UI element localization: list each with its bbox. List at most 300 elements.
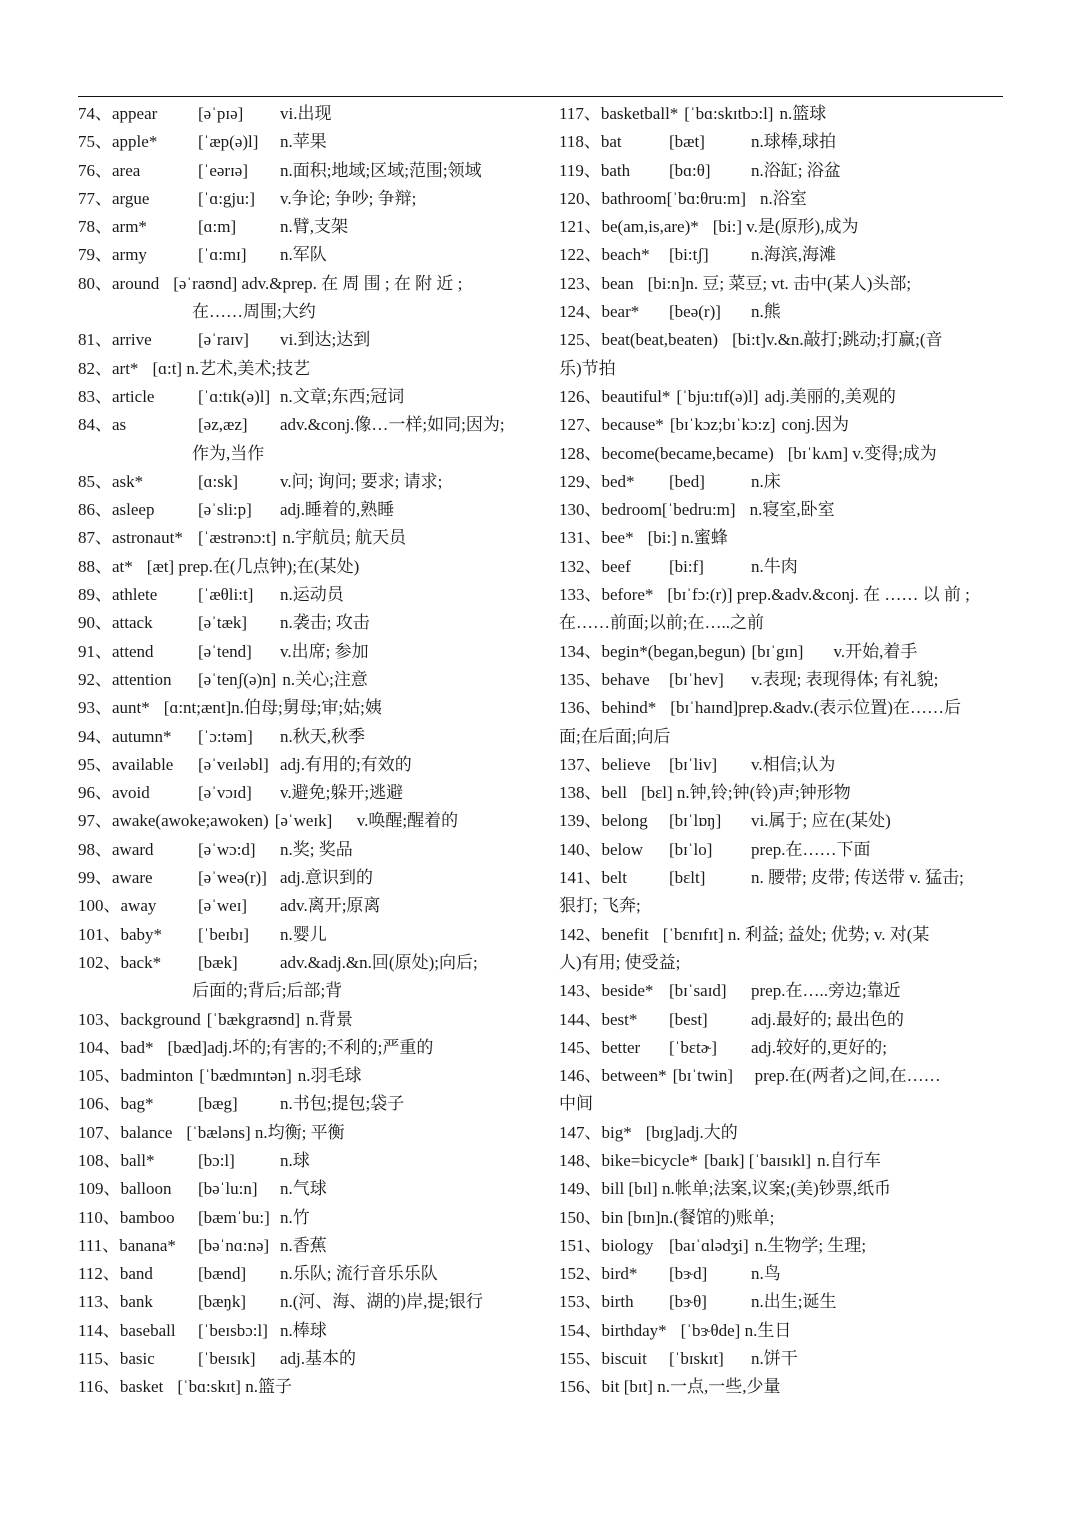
- word-entry: [78, 1260, 528, 1288]
- entry-headword: 144、best*: [559, 1009, 638, 1029]
- entry-definition: n.苹果: [280, 132, 327, 152]
- word-entry: [78, 1062, 528, 1090]
- entry-headword: 137、believe: [559, 754, 651, 774]
- entry-phonetic: [bæt]: [669, 132, 705, 152]
- entry-definition: adj.较好的,更好的;: [751, 1037, 887, 1057]
- word-entry: [78, 609, 528, 637]
- entry-headword: 149、bill [bɪl] n.帐单;法案,议案;(美)钞票,纸币: [559, 1179, 891, 1199]
- word-entry: [78, 1232, 528, 1260]
- word-entry: [78, 553, 528, 581]
- word-entry: [78, 1147, 528, 1175]
- entry-headword: 86、asleep: [78, 500, 155, 520]
- entry-phonetic: [əˈpɪə]: [198, 104, 244, 123]
- entry-phonetic: [bɪˈlɒŋ]: [669, 811, 722, 831]
- word-entry: [78, 1373, 528, 1401]
- entry-definition: n.袭击; 攻击: [280, 613, 370, 633]
- entry-headword: 77、argue: [78, 188, 150, 208]
- word-entry: [78, 666, 528, 694]
- word-entry: [78, 1204, 528, 1232]
- word-entry: [78, 100, 528, 128]
- word-entry-continuation: [559, 949, 1007, 977]
- entry-definition: v.表现; 表现得体; 有礼貌;: [751, 669, 939, 689]
- word-entry: [559, 1232, 1007, 1260]
- entry-headword: 114、baseball: [78, 1320, 176, 1340]
- word-entry-continuation: [559, 892, 1007, 920]
- entry-phonetic: [baɪˈɑlədʒi]: [669, 1235, 749, 1255]
- entry-headword: 138、bell: [559, 783, 627, 803]
- entry-headword: 74、appear: [78, 104, 158, 123]
- entry-headword: 153、birth: [559, 1292, 634, 1312]
- entry-headword: 105、badminton: [78, 1066, 194, 1086]
- word-entry: [78, 723, 528, 751]
- entry-headword: 91、attend: [78, 641, 154, 661]
- word-entry: [559, 411, 1007, 439]
- entry-definition: n.婴儿: [280, 924, 327, 944]
- entry-headword: 人)有用; 使受益;: [559, 952, 681, 972]
- entry-headword: 112、band: [78, 1264, 153, 1284]
- word-entry: [78, 1345, 528, 1373]
- entry-headword: 狠打; 飞奔;: [559, 896, 641, 916]
- entry-phonetic: [bɪˈkʌm] v.变得;成为: [787, 443, 937, 463]
- entry-headword: 102、back*: [78, 952, 162, 972]
- entry-phonetic: [baɪk] [ˈbaɪsɪkl]: [703, 1150, 812, 1170]
- entry-definition: prep.在(两者)之间,在……: [754, 1066, 941, 1086]
- entry-definition: n.(河、海、湖的)岸,提;银行: [280, 1292, 484, 1312]
- word-entry: [559, 440, 1007, 468]
- entry-headword: 139、belong: [559, 811, 648, 831]
- word-entry-continuation: [559, 1090, 1007, 1118]
- entry-headword: 110、bamboo: [78, 1207, 175, 1227]
- entry-phonetic: [ˈbædmɪntən]: [199, 1066, 292, 1086]
- word-entry: [559, 1147, 1007, 1175]
- entry-definition: n.面积;地域;区域;范围;领域: [280, 160, 482, 180]
- entry-phonetic: [bɛlt]: [669, 868, 706, 888]
- entry-phonetic: n.寝室,卧室: [749, 500, 835, 520]
- entry-definition: n.军队: [280, 245, 327, 265]
- entry-headword: 111、banana*: [78, 1235, 176, 1255]
- entry-definition: n.牛肉: [751, 556, 798, 576]
- entry-definition: n.篮球: [779, 104, 827, 123]
- entry-definition: n.出生;诞生: [751, 1292, 837, 1312]
- word-entry: [78, 1317, 528, 1345]
- entry-phonetic: [bɪˈgɪn]: [751, 641, 804, 661]
- entry-headword: 155、biscuit: [559, 1349, 647, 1369]
- entry-definition: v.开始,着手: [833, 641, 918, 661]
- word-entry: [559, 1034, 1007, 1062]
- word-entry: [559, 581, 1007, 609]
- entry-phonetic: [ˈbɝθde] n.生日: [680, 1320, 792, 1340]
- word-entry: [559, 468, 1007, 496]
- entry-definition: n.臂,支架: [280, 217, 348, 237]
- entry-headword: 82、art*: [78, 358, 139, 378]
- entry-phonetic: [bɪˈhaɪnd]prep.&adv.(表示位置)在……后: [670, 698, 961, 718]
- entry-phonetic: [ˈbɛnɪfɪt] n. 利益; 益处; 优势; v. 对(某: [662, 924, 930, 944]
- entry-headword: 95、available: [78, 754, 174, 774]
- right-column: [559, 100, 1007, 1402]
- entry-headword: 78、arm*: [78, 217, 147, 237]
- entry-phonetic: [bəˈlu:n]: [198, 1179, 258, 1199]
- word-entry: [559, 1345, 1007, 1373]
- entry-definition: adj.美丽的,美观的: [764, 386, 896, 406]
- entry-phonetic: [əˈweɪk]: [274, 811, 333, 831]
- entry-phonetic: 作为,当作: [192, 443, 265, 463]
- entry-definition: n.竹: [280, 1207, 310, 1227]
- word-entry: [78, 581, 528, 609]
- entry-phonetic: [bɪˈhev]: [669, 669, 724, 689]
- word-entry: [559, 1119, 1007, 1147]
- word-entry-continuation: [559, 723, 1007, 751]
- entry-definition: n.球棒,球拍: [751, 132, 836, 152]
- entry-headword: 136、behind*: [559, 698, 657, 718]
- word-entry: [78, 157, 528, 185]
- entry-headword: 107、balance: [78, 1122, 173, 1142]
- entry-definition: n.自行车: [817, 1150, 881, 1170]
- entry-phonetic: [æt] prep.在(几点钟);在(某处): [146, 556, 360, 576]
- entry-headword: 104、bad*: [78, 1037, 154, 1057]
- entry-headword: 面;在后面;向后: [559, 726, 671, 746]
- entry-definition: adv.&adj.&n.回(原处);向后;: [280, 952, 478, 972]
- entry-headword: 87、astronaut*: [78, 528, 183, 548]
- entry-headword: 85、ask*: [78, 471, 144, 491]
- word-entry: [78, 921, 528, 949]
- entry-headword: 98、award: [78, 839, 154, 859]
- word-entry: [78, 468, 528, 496]
- word-entry: [559, 666, 1007, 694]
- entry-phonetic: [bæd]adj.坏的;有害的;不利的;严重的: [167, 1037, 434, 1057]
- word-entry-continuation: [559, 355, 1007, 383]
- entry-phonetic: [ˈɑ:mɪ]: [198, 245, 247, 265]
- entry-headword: 135、behave: [559, 669, 650, 689]
- entry-phonetic: [bəˈnɑ:nə]: [198, 1235, 270, 1255]
- entry-phonetic: [bɝd]: [669, 1264, 708, 1284]
- word-entry: [559, 921, 1007, 949]
- word-entry: [78, 949, 528, 977]
- entry-headword: 乐)节拍: [559, 358, 616, 378]
- entry-headword: 99、aware: [78, 868, 153, 888]
- entry-phonetic: [bɪˈsaɪd]: [669, 981, 727, 1001]
- entry-headword: 134、begin*(began,begun): [559, 641, 746, 661]
- entry-phonetic: [ˈbɑ:skɪt] n.篮子: [177, 1377, 292, 1397]
- word-entry: [78, 694, 528, 722]
- word-entry: [559, 553, 1007, 581]
- word-entry: [559, 298, 1007, 326]
- word-entry: [78, 241, 528, 269]
- entry-phonetic: [əˈtæk]: [198, 613, 248, 633]
- word-entry: [559, 1062, 1007, 1090]
- entry-definition: n.海滨,海滩: [751, 245, 836, 265]
- entry-phonetic: [ˈbækgraʊnd]: [206, 1009, 301, 1029]
- entry-phonetic: [ˈbeɪbɪ]: [198, 924, 249, 944]
- word-entry: [78, 1006, 528, 1034]
- word-entry: [559, 326, 1007, 354]
- entry-phonetic: [ˈbeɪsɪk]: [198, 1349, 256, 1369]
- entry-phonetic: [əˈwɔ:d]: [198, 839, 256, 859]
- entry-definition: n.鸟: [751, 1264, 781, 1284]
- entry-headword: 147、big*: [559, 1122, 632, 1142]
- entry-definition: n.背景: [306, 1009, 353, 1029]
- entry-phonetic: [bi:t]v.&n.敲打;跳动;打赢;(音: [732, 330, 943, 350]
- entry-headword: 89、athlete: [78, 585, 158, 605]
- entry-headword: 在……前面;以前;在…..之前: [559, 613, 764, 633]
- word-entry: [78, 751, 528, 779]
- word-entry: [559, 270, 1007, 298]
- word-entry: [559, 1006, 1007, 1034]
- entry-phonetic: [ˈæθli:t]: [198, 585, 254, 605]
- entry-phonetic: [əˈveɪləbl]: [198, 754, 269, 774]
- word-entry-continuation: [559, 609, 1007, 637]
- entry-headword: 103、background: [78, 1009, 201, 1029]
- word-entry: [78, 1288, 528, 1316]
- entry-phonetic: [bi:tʃ]: [669, 245, 709, 265]
- entry-headword: 126、beautiful*: [559, 386, 671, 406]
- entry-definition: v.问; 询问; 要求; 请求;: [280, 471, 443, 491]
- entry-definition: adj.基本的: [280, 1349, 357, 1369]
- entry-definition: n.关心;注意: [282, 669, 368, 689]
- entry-phonetic: [ˈbeɪsbɔ:l]: [198, 1320, 268, 1340]
- entry-headword: 142、benefit: [559, 924, 649, 944]
- word-entry: [559, 779, 1007, 807]
- entry-headword: 106、bag*: [78, 1094, 154, 1114]
- word-entry: [559, 1175, 1007, 1203]
- word-entry: [78, 1119, 528, 1147]
- entry-phonetic: [ˈɑ:gju:]: [198, 188, 256, 208]
- entry-definition: adj.睡着的,熟睡: [280, 500, 395, 520]
- entry-headword: 119、bath: [559, 160, 631, 180]
- word-entry: [559, 1260, 1007, 1288]
- entry-definition: conj.因为: [781, 415, 850, 435]
- entry-headword: 100、away: [78, 896, 157, 916]
- entry-headword: 154、birthday*: [559, 1320, 667, 1340]
- entry-headword: 88、at*: [78, 556, 133, 576]
- entry-definition: v.唤醒;醒着的: [356, 811, 459, 831]
- entry-phonetic: [bɪˈlo]: [669, 839, 713, 859]
- word-entry: [559, 694, 1007, 722]
- word-entry: [559, 1288, 1007, 1316]
- entry-phonetic: 在……周围;大约: [192, 302, 316, 322]
- word-entry: [559, 524, 1007, 552]
- word-entry: [78, 638, 528, 666]
- entry-phonetic: [əˈtend]: [198, 641, 252, 661]
- entry-phonetic: [bɪˈfɔ:(r)] prep.&adv.&conj. 在 …… 以 前 ;: [667, 585, 970, 605]
- entry-definition: adv.&conj.像…一样;如同;因为;: [280, 415, 505, 435]
- word-entry: [78, 1090, 528, 1118]
- entry-phonetic: [ˈæstrənɔ:t]: [198, 528, 277, 548]
- entry-headword: 109、balloon: [78, 1179, 172, 1199]
- entry-phonetic: [bɪˈkɔz;bɪˈkɔ:z]: [669, 415, 776, 435]
- entry-phonetic: [əˈsli:p]: [198, 500, 252, 520]
- entry-headword: 116、basket: [78, 1377, 164, 1397]
- entry-definition: n.运动员: [280, 585, 344, 605]
- entry-headword: 151、biology: [559, 1235, 654, 1255]
- word-entry: [559, 185, 1007, 213]
- entry-phonetic: [ɑ:t] n.艺术,美术;技艺: [152, 358, 311, 378]
- entry-headword: 108、ball*: [78, 1150, 155, 1170]
- word-entry: [559, 1204, 1007, 1232]
- entry-headword: 121、be(am,is,are)*: [559, 217, 699, 237]
- entry-phonetic: [əˈvɔɪd]: [198, 783, 252, 803]
- entry-headword: 90、attack: [78, 613, 153, 633]
- entry-phonetic: [əˈweə(r)]: [198, 868, 267, 888]
- entry-phonetic: [əz,æz]: [198, 415, 248, 435]
- entry-headword: 118、bat: [559, 132, 622, 152]
- entry-definition: v.争论; 争吵; 争辩;: [280, 188, 417, 208]
- entry-phonetic: [bɑ:θ]: [669, 160, 711, 180]
- entry-definition: n.气球: [280, 1179, 327, 1199]
- word-entry: [78, 213, 528, 241]
- word-entry: [559, 1373, 1007, 1401]
- entry-headword: 152、bird*: [559, 1264, 638, 1284]
- word-entry: [78, 411, 528, 439]
- entry-definition: n.熊: [751, 302, 781, 322]
- entry-definition: adj.有用的;有效的: [280, 754, 412, 774]
- word-entry: [78, 355, 528, 383]
- entry-phonetic: [bi:] v.是(原形),成为: [712, 217, 859, 237]
- entry-phonetic: [ɑ:sk]: [198, 471, 239, 491]
- word-entry: [559, 807, 1007, 835]
- entry-phonetic: [bæg]: [198, 1094, 238, 1114]
- entry-phonetic: [bi:f]: [669, 556, 704, 576]
- entry-phonetic: [bi:] n.蜜蜂: [647, 528, 728, 548]
- entry-definition: n.宇航员; 航天员: [282, 528, 407, 548]
- entry-headword: 83、article: [78, 386, 155, 406]
- word-entry: [78, 836, 528, 864]
- word-entry: [78, 1034, 528, 1062]
- entry-phonetic: [ɑ:m]: [198, 217, 237, 237]
- entry-definition: n.球: [280, 1150, 310, 1170]
- word-entry: [559, 836, 1007, 864]
- word-entry-continuation: [78, 440, 528, 468]
- entry-phonetic: [bænd]: [198, 1264, 247, 1284]
- word-entry-continuation: [78, 977, 528, 1005]
- entry-phonetic: [əˈweɪ]: [198, 896, 248, 916]
- word-entry: [78, 524, 528, 552]
- word-entry: [559, 100, 1007, 128]
- entry-phonetic: [bɔ:l]: [198, 1150, 235, 1170]
- word-entry: [78, 864, 528, 892]
- entry-phonetic: [ˈæp(ə)l]: [198, 132, 259, 152]
- entry-headword: 125、beat(beat,beaten): [559, 330, 719, 350]
- word-entry: [559, 1317, 1007, 1345]
- entry-phonetic: [bɪˈtwin]: [672, 1066, 734, 1086]
- entry-definition: v.出席; 参加: [280, 641, 369, 661]
- entry-definition: prep.在…..旁边;靠近: [751, 981, 901, 1001]
- entry-definition: adj.最好的; 最出色的: [751, 1009, 904, 1029]
- entry-phonetic: [bɪg]adj.大的: [645, 1122, 738, 1142]
- word-entry: [78, 779, 528, 807]
- word-entry: [559, 383, 1007, 411]
- entry-phonetic: [bæk]: [198, 952, 238, 972]
- word-entry: [559, 157, 1007, 185]
- word-entry: [78, 326, 528, 354]
- entry-headword: 132、beef: [559, 556, 631, 576]
- entry-definition: n. 腰带; 皮带; 传送带 v. 猛击;: [751, 868, 964, 888]
- entry-headword: 93、aunt*: [78, 698, 150, 718]
- entry-headword: 141、belt: [559, 868, 627, 888]
- entry-phonetic: [ɑ:nt;ænt]n.伯母;舅母;审;姑;姨: [163, 698, 382, 718]
- word-entry: [78, 185, 528, 213]
- entry-headword: 75、apple*: [78, 132, 158, 152]
- entry-definition: n.乐队; 流行音乐乐队: [280, 1264, 438, 1284]
- word-entry: [559, 241, 1007, 269]
- word-entry: [78, 496, 528, 524]
- entry-headword: 84、as: [78, 415, 127, 435]
- entry-headword: 150、bin [bɪn]n.(餐馆的)账单;: [559, 1207, 775, 1227]
- entry-headword: 146、between*: [559, 1066, 667, 1086]
- entry-headword: 156、bit [bɪt] n.一点,一些,少量: [559, 1377, 781, 1397]
- entry-phonetic: [ˈeərɪə]: [198, 160, 249, 180]
- entry-phonetic: [ˈbɪskɪt]: [669, 1349, 724, 1369]
- entry-phonetic: [ˈbɛtɚ]: [669, 1037, 718, 1057]
- entry-headword: 122、beach*: [559, 245, 650, 265]
- entry-phonetic: [best]: [669, 1009, 708, 1029]
- word-entry: [78, 1175, 528, 1203]
- entry-phonetic: [ˈbæləns] n.均衡; 平衡: [186, 1122, 345, 1142]
- entry-phonetic: [bi:n]n. 豆; 菜豆; vt. 击中(某人)头部;: [647, 273, 912, 293]
- entry-headword: 101、baby*: [78, 924, 163, 944]
- entry-definition: n.棒球: [280, 1320, 327, 1340]
- word-entry: [559, 496, 1007, 524]
- entry-phonetic: [əˈtenʃ(ə)n]: [198, 669, 277, 689]
- entry-headword: 131、bee*: [559, 528, 634, 548]
- entry-phonetic: [bed]: [669, 471, 705, 491]
- entry-headword: 123、bean: [559, 273, 634, 293]
- entry-headword: 145、better: [559, 1037, 641, 1057]
- entry-phonetic: [ˈɔ:təm]: [198, 726, 253, 746]
- word-entry: [559, 864, 1007, 892]
- entry-definition: vi.出现: [280, 104, 332, 123]
- word-entry: [559, 751, 1007, 779]
- entry-phonetic: [bæŋk]: [198, 1292, 247, 1312]
- entry-headword: 130、bedroom[ˈbedru:m]: [559, 500, 736, 520]
- entry-phonetic: n.浴室: [760, 188, 807, 208]
- entry-headword: 76、area: [78, 160, 141, 180]
- word-entry: [559, 977, 1007, 1005]
- entry-definition: vi.属于; 应在(某处): [751, 811, 891, 831]
- entry-definition: n.文章;东西;冠词: [280, 386, 405, 406]
- entry-headword: 148、bike=bicycle*: [559, 1150, 698, 1170]
- entry-phonetic: [bɝθ]: [669, 1292, 707, 1312]
- entry-definition: adj.意识到的: [280, 868, 374, 888]
- entry-phonetic: 后面的;背后;后部;背: [192, 981, 343, 1001]
- entry-definition: n.饼干: [751, 1349, 798, 1369]
- entry-phonetic: [bɪˈliv]: [669, 754, 718, 774]
- entry-phonetic: [əˈraɪv]: [198, 330, 249, 350]
- entry-definition: n.秋天,秋季: [280, 726, 365, 746]
- entry-headword: 113、bank: [78, 1292, 153, 1312]
- entry-phonetic: [ˈbju:tɪf(ə)l]: [676, 386, 759, 406]
- entry-definition: adv.离开;原离: [280, 896, 381, 916]
- entry-definition: v.相信;认为: [751, 754, 836, 774]
- entry-headword: 80、around: [78, 273, 160, 293]
- top-rule: [78, 96, 1003, 97]
- word-entry: [78, 270, 528, 298]
- entry-headword: 133、before*: [559, 585, 654, 605]
- word-entry: [78, 807, 528, 835]
- word-entry-continuation: [78, 298, 528, 326]
- entry-phonetic: [beə(r)]: [669, 302, 721, 322]
- entry-definition: n.羽毛球: [297, 1066, 362, 1086]
- word-entry: [78, 892, 528, 920]
- entry-headword: 115、basic: [78, 1349, 155, 1369]
- entry-headword: 124、bear*: [559, 302, 640, 322]
- entry-headword: 117、basketball*: [559, 104, 679, 123]
- word-entry: [78, 128, 528, 156]
- entry-headword: 79、army: [78, 245, 147, 265]
- entry-headword: 96、avoid: [78, 783, 150, 803]
- entry-headword: 129、bed*: [559, 471, 635, 491]
- entry-headword: 127、because*: [559, 415, 664, 435]
- entry-headword: 120、bathroom[ˈbɑ:θru:m]: [559, 188, 746, 208]
